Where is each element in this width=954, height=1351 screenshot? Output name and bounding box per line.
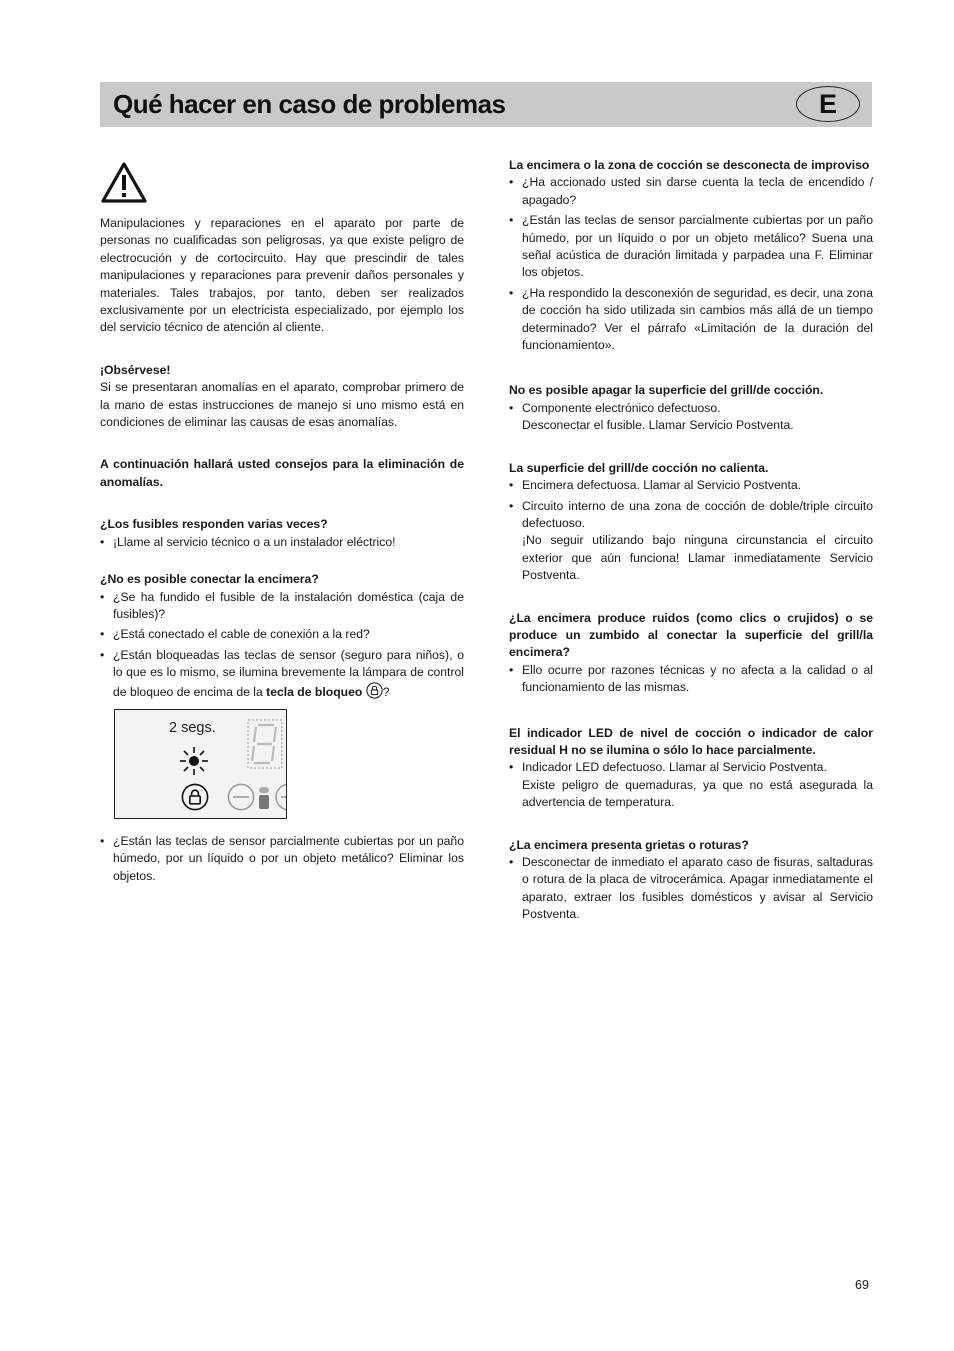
slider-indicator-icon	[257, 786, 271, 810]
minus-key-icon	[227, 783, 255, 811]
list-item: • Componente electrónico defectuoso.	[509, 400, 873, 417]
cannot-turn-off-list	[509, 400, 873, 417]
warning-triangle-icon	[100, 161, 148, 205]
lock-icon	[366, 682, 383, 699]
title-bar	[100, 82, 872, 127]
list-item-lock	[100, 647, 464, 701]
list-item: • ¿Está conectado el cable de conexión a la red?	[100, 626, 464, 643]
list-item: • ¡Llame al servicio técnico o a un instalador eléctrico!	[100, 534, 464, 551]
list-item-continuation: Existe peligro de quemaduras, ya que no está asegurada la advertencia de temperatura.	[522, 777, 873, 810]
led-list	[509, 759, 873, 776]
blink-sun-icon	[179, 746, 209, 776]
noise-heading: ¿La encimera produce ruidos (como clics o crujidos) o se produce un zumbido al conectar la superficie del grill/la encimera?	[509, 610, 873, 660]
lock-key-icon	[181, 783, 209, 811]
list-item-continuation: ¡No seguir utilizando bajo ninguna circunstancia el circuito exterior que aún funciona! Llamar inmediatamente Servicio Postventa.	[522, 533, 873, 583]
page-title: Qué hacer en caso de problemas	[113, 89, 506, 119]
right-column	[509, 157, 873, 927]
connect-heading: ¿No es posible conectar la encimera?	[100, 572, 319, 587]
language-badge: E	[796, 86, 860, 122]
fuses-heading: ¿Los fusibles responden varias veces?	[100, 517, 328, 532]
list-item-continuation: Desconectar el fusible. Llamar Servicio Postventa.	[522, 418, 794, 433]
led-heading: El indicador LED de nivel de cocción o indicador de calor residual H no se ilumina o sólo lo hace parcialmente.	[509, 725, 873, 757]
cracks-list	[509, 854, 873, 924]
connect-list	[100, 589, 464, 701]
list-item: • Ello ocurre por razones técnicas y no afecta a la calidad o al funcionamiento de las mismas.	[509, 662, 873, 697]
intro-bold-text: A continuación hallará usted consejos para la eliminación de anomalías.	[100, 457, 464, 489]
observe-heading: ¡Obsérvese!	[100, 362, 171, 377]
list-item: • ¿Están las teclas de sensor parcialmente cubiertas por un paño húmedo, por un líquido o por un objeto metálico? Eliminar los objetos.	[100, 833, 464, 885]
list-item: • ¿Ha respondido la desconexión de seguridad, es decir, una zona de cocción ha sido utilizada sin cambios más allá de un tiempo determinado? Ver el párrafo «Limitación de la duración del funcionamiento».	[509, 285, 873, 355]
list-item: • ¿Se ha fundido el fusible de la instalación doméstica (caja de fusibles)?	[100, 589, 464, 624]
seven-segment-display-icon	[247, 719, 283, 769]
noise-list	[509, 662, 873, 697]
cannot-turn-off-heading: No es posible apagar la superficie del grill/de cocción.	[509, 383, 824, 398]
list-item: • ¿Están las teclas de sensor parcialmente cubiertas por un paño húmedo, por un líquido o por un objeto metálico? Suena una señal acústica de duración limitada y parpadea una F. Eliminar los objetos.	[509, 212, 873, 282]
lock-item-end: ?	[382, 684, 390, 699]
no-heat-heading: La superficie del grill/de cocción no calienta.	[509, 460, 769, 475]
lock-item-text: ¿Están bloqueadas las teclas de sensor (seguro para niños), o lo que es lo mismo, se ilumina brevemente la lámpara de control de bloqueo de encima de la	[113, 647, 464, 699]
control-panel-illustration	[114, 709, 287, 819]
list-item: • Circuito interno de una zona de cocción de doble/triple circuito defectuoso.	[509, 498, 873, 533]
cracks-heading: ¿La encimera presenta grietas o roturas?	[509, 837, 749, 852]
left-column	[100, 155, 464, 888]
partial-key-icon	[273, 783, 287, 811]
switch-off-heading: La encimera o la zona de cocción se desconecta de improviso	[509, 158, 870, 172]
list-item: • Encimera defectuosa. Llamar al Servicio Postventa.	[509, 477, 873, 494]
sensor-list	[100, 833, 464, 885]
warning-text: Manipulaciones y reparaciones en el aparato por parte de personas no cualificadas son peligrosas, ya que existe peligro de electrocución y de cortocircuito. Hay que prescindir de tales manipulaciones y reparaciones para prevenir daños personales y materiales. Tales trabajos, por tanto, deben ser realizados exclusivamente por un electricista especializado, por ejemplo los del servicio técnico de atención al cliente.	[100, 216, 464, 335]
lock-key-label: tecla de bloqueo	[266, 684, 363, 699]
list-item: • Desconectar de inmediato el aparato caso de fisuras, saltaduras o rotura de la placa de vitrocerámica. Apagar inmediatamente el aparato, extraer los fusibles domésticos y avisar al Servicio Postventa.	[509, 854, 873, 924]
observe-text: Si se presentaran anomalías en el aparato, comprobar primero de la mano de estas instrucciones de manejo si uno mismo está en condiciones de eliminar las causas de esas anomalías.	[100, 380, 464, 430]
list-item: • ¿Ha accionado usted sin darse cuenta la tecla de encendido / apagado?	[509, 174, 873, 209]
list-item: • Indicador LED defectuoso. Llamar al Servicio Postventa.	[509, 759, 873, 776]
page-number: 69	[855, 1278, 869, 1292]
switch-off-list	[509, 174, 873, 354]
fuses-list	[100, 534, 464, 551]
no-heat-list	[509, 477, 873, 532]
panel-duration-label: 2 segs.	[169, 719, 216, 736]
